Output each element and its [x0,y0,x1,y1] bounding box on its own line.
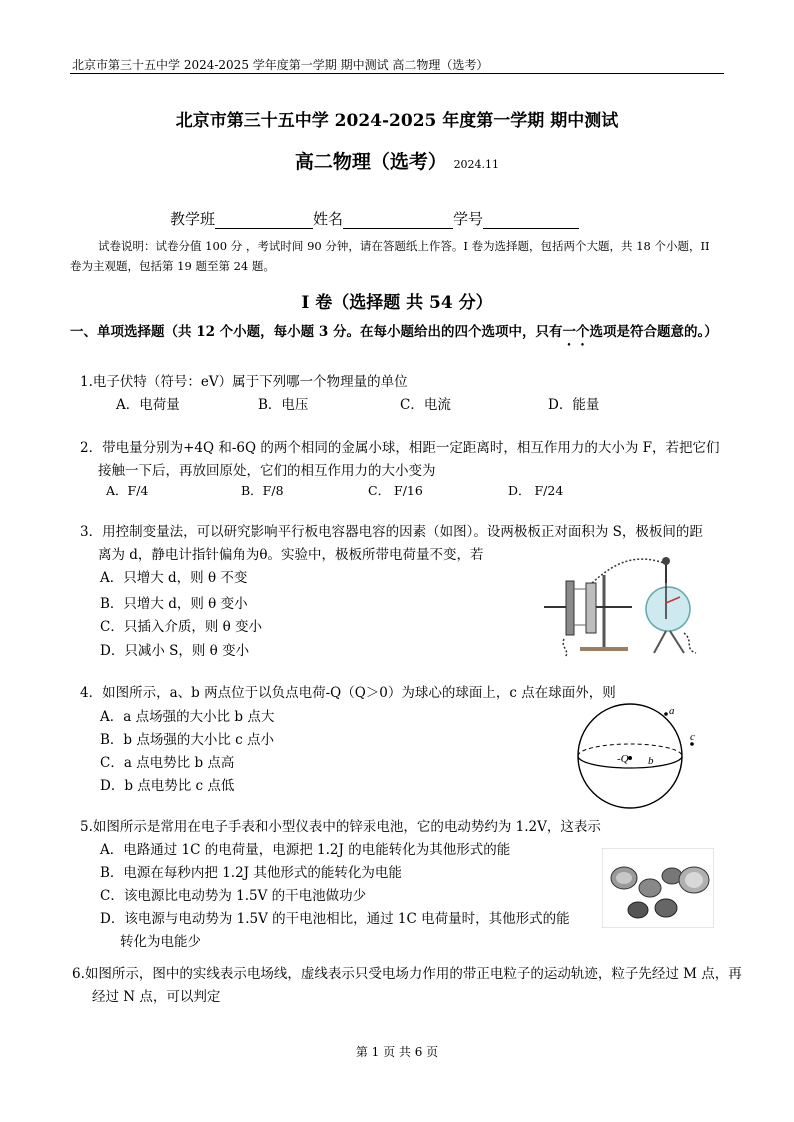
part-heading-b: 选项是符合题意的。） [589,324,718,340]
label-neg-q: -Q [617,753,629,765]
q4-option-d: D．b 点电势比 c 点低 [100,778,235,794]
exam-title: 北京市第三十五中学 2024-2025 年度第一学期 期中测试 [175,111,619,131]
q5-option-b: B．电源在每秒内把 1.2J 其他形式的能转化为电能 [100,865,402,881]
exam-note-line2: 卷为主观题，包括第 19 题至第 24 题。 [70,259,275,273]
q3-option-c: C．只插入介质，则 θ 变小 [100,619,263,635]
q3-option-d: D．只减小 S，则 θ 变小 [100,643,250,659]
name-label: 姓名 [313,210,344,228]
part-heading [70,320,718,349]
header-rule [70,73,724,74]
part-heading-emphasis: 一个 [562,324,590,340]
q1-stem: 1.电子伏特（符号：eV）属于下列哪一个物理量的单位 [80,374,408,390]
sphere-figure [574,700,714,810]
q4-stem: 4．如图所示，a、b 两点位于以负点电荷-Q（Q＞0）为球心的球面上，c 点在球面外，则 [80,685,616,701]
q1-option-d: D．能量 [548,397,600,413]
q4-option-a: A．a 点场强的大小比 b 点大 [100,709,275,725]
label-b: b [648,755,654,767]
name-blank[interactable] [343,214,453,229]
section-title: I 卷（选择题 共 54 分） [301,293,493,313]
q2-option-d: D． F/24 [508,483,564,498]
q3-stem-line2: 离为 d，静电计指针偏角为θ。实验中，极板所带电荷量不变，若 [98,547,484,563]
q3-stem-line1: 3．用控制变量法，可以研究影响平行板电容器电容的因素（如图）。设两极板正对面积为 S，极板间的距 [80,524,703,540]
q6-stem-line1: 6.如图所示，图中的实线表示电场线，虚线表示只受电场力作用的带正电粒子的运动轨迹，粒子先经过 M 点，再 [72,966,742,982]
q2-stem-line1: 2．带电量分别为+4Q 和-6Q 的两个相同的金属小球，相距一定距离时，相互作用力的大小为 F，若把它们 [80,440,720,456]
page-footer: 第 1 页 共 6 页 [355,1045,439,1059]
student-info-fields [170,208,579,229]
q5-option-d: D．该电源与电动势为 1.5V 的干电池相比，通过 1C 电荷量时，其他形式的能 [100,911,570,927]
subtitle-text: 高二物理（选考） [294,151,447,173]
class-blank[interactable] [215,214,313,229]
q1-option-c: C．电流 [400,397,451,413]
q4-option-c: C．a 点电势比 b 点高 [100,755,235,771]
page-header: 北京市第三十五中学 2024-2025 学年度第一学期 期中测试 高二物理（选考） [72,58,489,72]
q2-stem-line2: 接触一下后，再放回原处，它们的相互作用力的大小变为 [98,463,436,479]
q3-option-b: B．只增大 d，则 θ 变小 [100,596,248,612]
id-label: 学号 [453,210,484,228]
q5-option-d-cont: 转化为电能少 [120,934,201,950]
q1-option-a: A．电荷量 [116,397,180,413]
q6-stem-line2: 经过 N 点，可以判定 [92,989,221,1005]
label-c: c [690,731,695,743]
exam-note-line1: 试卷说明：试卷分值 100 分 ，考试时间 90 分钟，请在答题纸上作答。I 卷为选择题，包括两个大题，共 18 个小题，II [98,239,710,253]
part-heading-a: 一、单项选择题（共 12 个小题，每小题 3 分。在每小题给出的四个选项中，只有 [70,324,563,340]
class-label: 教学班 [170,210,216,228]
q2-option-b: B．F/8 [241,483,284,498]
label-a: a [669,705,675,717]
id-blank[interactable] [483,214,579,229]
q3-option-a: A．只增大 d，则 θ 不变 [100,570,248,586]
q5-stem: 5.如图所示是常用在电子手表和小型仪表中的锌汞电池，它的电动势约为 1.2V，这表示 [80,819,601,835]
q4-option-b: B．b 点场强的大小比 c 点小 [100,732,274,748]
q5-option-c: C．该电源比电动势为 1.5V 的干电池做功少 [100,888,367,904]
subtitle-date: 2024.11 [453,158,500,171]
q2-option-a: A．F/4 [106,483,149,498]
q1-option-b: B．电压 [258,397,309,413]
q2-option-c: C． F/16 [368,483,423,498]
exam-subtitle [0,147,794,174]
capacitor-electrometer-figure [534,553,710,659]
q5-option-a: A．电路通过 1C 的电荷量，电源把 1.2J 的电能转化为其他形式的能 [100,842,511,858]
button-batteries-figure [602,848,714,928]
